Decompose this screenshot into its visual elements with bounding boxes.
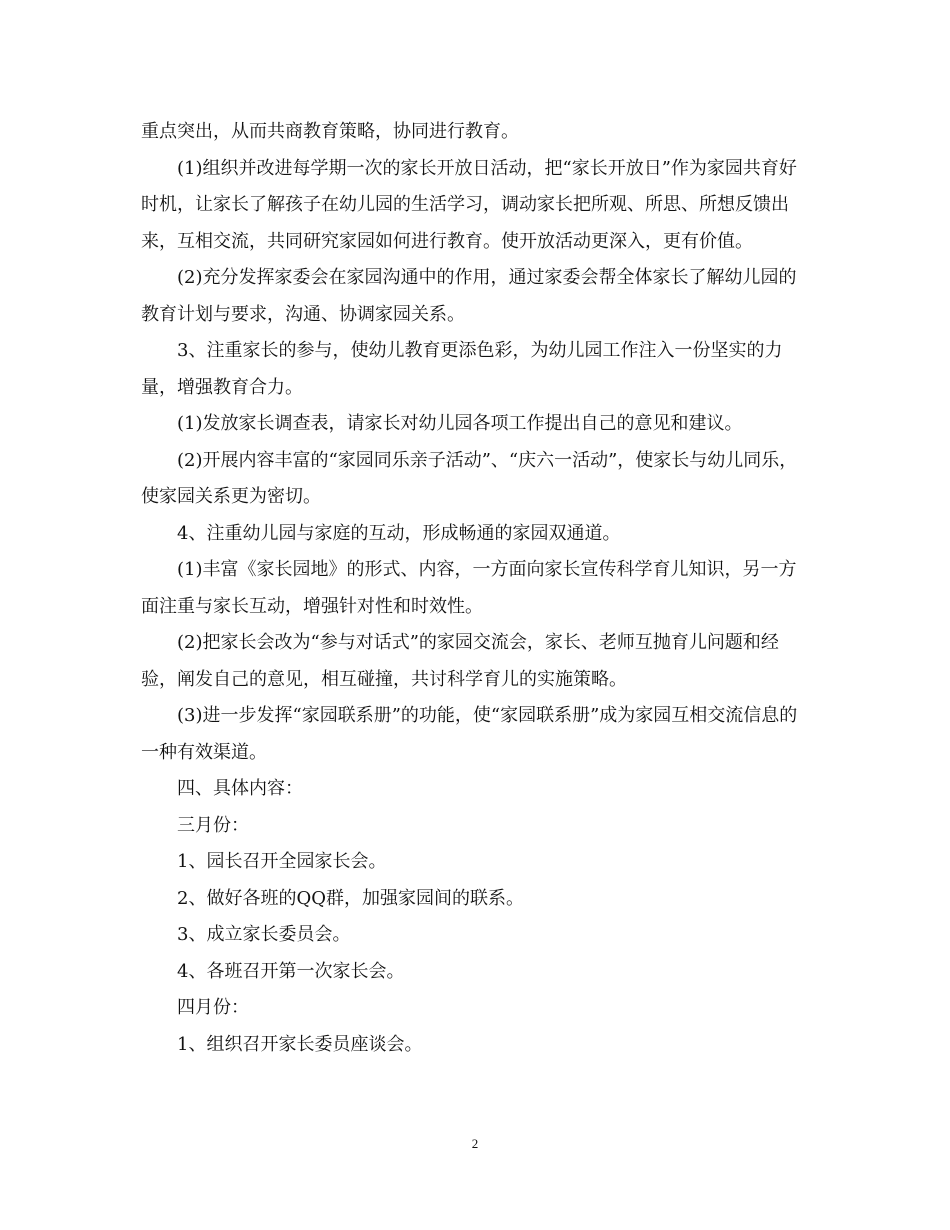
list-item: 1、组织召开家长委员座谈会。: [177, 1033, 423, 1055]
paragraph-6: (2)开展内容丰富的“家园同乐亲子活动”、“庆六一活动”，使家长与幼儿同乐，使家园关系更为密切。: [141, 449, 798, 507]
paragraph-10: (3)进一步发挥“家园联系册”的功能，使“家园联系册”成为家园互相交流信息的一种有效渠道。: [141, 705, 798, 763]
paragraph-3: (2)充分发挥家委会在家园沟通中的作用，通过家委会帮全体家长了解幼儿园的教育计划与要求，沟通、协调家园关系。: [141, 267, 797, 325]
paragraph-9: (2)把家长会改为“参与对话式”的家园交流会，家长、老师互抛育儿问题和经验，阐发自己的意见，相互碰撞，共讨科学育儿的实施策略。: [141, 632, 779, 690]
paragraph-2: (1)组织并改进每学期一次的家长开放日活动，把“家长开放日”作为家园共育好时机，让家长了解孩子在幼儿园的生活学习，调动家长把所观、所思、所想反馈出来，互相交流，共同研究家园如何进行教育。使开放活动更深入，更有价值。: [141, 157, 797, 252]
month-heading-april: 四月份：: [177, 997, 249, 1018]
section-heading: 四、具体内容：: [177, 778, 303, 799]
document-body: [141, 114, 809, 1063]
list-item: 3、成立家长委员会。: [177, 924, 351, 945]
month-heading-march: 三月份：: [177, 814, 249, 836]
paragraph-5: (1)发放家长调查表，请家长对幼儿园各项工作提出自己的意见和建议。: [177, 413, 743, 434]
list-item: 4、各班召开第一次家长会。: [177, 960, 405, 982]
paragraph-1: 重点突出，从而共商教育策略，协同进行教育。: [141, 121, 519, 142]
paragraph-8: (1)丰富《家长园地》的形式、内容，一方面向家长宣传科学育儿知识，另一方面注重与家长互动，增强针对性和时效性。: [141, 559, 797, 617]
list-item: 2、做好各班的QQ群，加强家园间的联系。: [177, 887, 524, 909]
paragraph-4: 3、注重家长的参与，使幼儿教育更添色彩，为幼儿园工作注入一份坚实的力量，增强教育合力。: [141, 340, 783, 398]
paragraph-7: 4、注重幼儿园与家庭的互动，形成畅通的家园双通道。: [177, 522, 621, 544]
list-item: 1、园长召开全园家长会。: [177, 851, 387, 872]
page-number: 2: [471, 1136, 479, 1151]
